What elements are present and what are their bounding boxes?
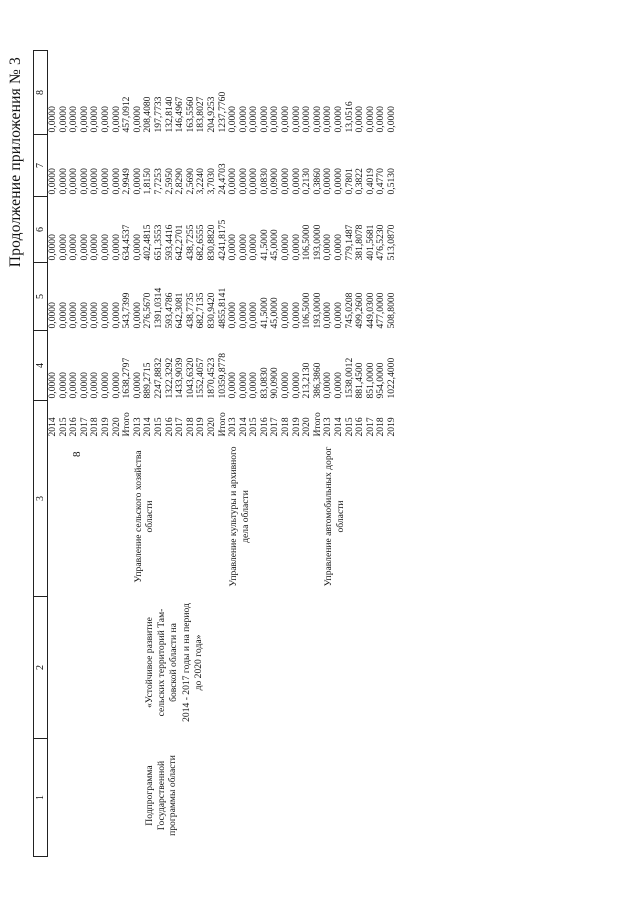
year-cell: 2014 <box>47 417 58 437</box>
year-cell: 2020 <box>110 417 122 437</box>
value-cell-v7: 0,4770 <box>375 168 387 195</box>
value-cell-v8: 0,0000 <box>280 106 292 133</box>
value-cell-v6: 0,0000 <box>290 234 302 261</box>
value-cell-v4: 1433,9039 <box>174 357 186 399</box>
executor-line: области <box>334 500 346 533</box>
year-cell: 2020 <box>301 417 313 437</box>
value-cell-v8: 13,0516 <box>343 101 355 133</box>
value-cell-v8: 0,0000 <box>237 106 249 133</box>
value-cell-v7: 7,7253 <box>152 168 164 195</box>
value-cell-v8: 146,4967 <box>174 96 186 133</box>
value-cell-v8: 0,0000 <box>322 106 334 133</box>
value-cell-v8: 1237,7760 <box>216 91 228 133</box>
value-cell-v4: 0,0000 <box>237 372 249 399</box>
value-cell-v6: 593,4416 <box>163 224 175 261</box>
value-cell-v7: 0,3822 <box>354 168 366 195</box>
value-cell-v5: 477,0000 <box>375 292 387 329</box>
value-cell-v8: 183,8027 <box>195 96 207 133</box>
year-cell: 2018 <box>89 417 101 437</box>
header-col-8: 8 <box>34 51 48 135</box>
value-cell-v5: 0,0000 <box>290 302 302 329</box>
value-cell-v8: 0,0000 <box>68 106 80 133</box>
value-cell-v6: 0,0000 <box>57 234 69 261</box>
value-cell-v7: 0,0000 <box>237 168 249 195</box>
value-cell-v7: 0,0900 <box>269 168 281 195</box>
value-cell-v7: 0,3860 <box>311 168 323 195</box>
year-cell: 2019 <box>99 417 111 437</box>
year-cell: 2017 <box>269 417 281 437</box>
value-cell-v8: 0,0000 <box>89 106 101 133</box>
year-cell: 2013 <box>322 417 334 437</box>
program-name-line: «Устойчивое развитие <box>144 617 155 708</box>
program-type-cell <box>48 739 398 857</box>
program-name-line: бовской области на <box>168 623 180 702</box>
value-cell-v8: 0,0000 <box>364 106 376 133</box>
value-cell-v5: 0,0000 <box>110 302 122 329</box>
executor-cell <box>323 437 397 597</box>
value-cell-v5: 499,2600 <box>354 292 366 329</box>
year-cell: 2018 <box>375 417 387 437</box>
year-cell: 2015 <box>152 417 164 437</box>
value-cell-v7: 0,0000 <box>110 168 122 195</box>
value-cell-v5: 0,0000 <box>131 302 143 329</box>
value-cell-v5: 682,7135 <box>195 292 207 329</box>
value-cell-v7: 0,0000 <box>89 168 101 195</box>
value-cell-v6: 651,3553 <box>152 224 164 261</box>
header-col-2: 2 <box>34 597 48 739</box>
value-cell-v7: 0,2130 <box>301 168 313 195</box>
value-cell-v4: 954,0000 <box>375 362 387 399</box>
value-cell-v4: 851,0000 <box>364 362 376 399</box>
year-cell: 2018 <box>280 417 292 437</box>
value-cell-v4: 1022,4000 <box>386 357 397 399</box>
value-cell-v4: 2247,8832 <box>152 357 164 399</box>
value-cell-v8: 0,0000 <box>131 106 143 133</box>
value-cell-v7: 0,4019 <box>364 168 376 195</box>
value-cell-v8: 0,0000 <box>99 106 111 133</box>
value-cell-v5: 0,0000 <box>248 302 260 329</box>
value-cell-v6: 438,7255 <box>184 224 196 261</box>
year-cell: 2019 <box>290 417 302 437</box>
value-cell-v6: 830,8820 <box>205 224 217 261</box>
value-cell-v7: 2,9949 <box>121 168 133 195</box>
year-cell: 2018 <box>184 417 196 437</box>
value-cell-v8: 0,0000 <box>47 106 58 133</box>
year-cell: 2016 <box>354 417 366 437</box>
value-cell-v8: 0,0000 <box>375 106 387 133</box>
year-cell: 2014 <box>333 417 345 437</box>
table-row <box>48 51 59 857</box>
value-cell-v5: 0,0000 <box>89 302 101 329</box>
value-cell-v5: 508,8000 <box>386 292 397 329</box>
executor-line: Управление культуры и архивного <box>228 446 240 587</box>
program-name-line: 2014 - 2017 годы и на период <box>180 603 192 722</box>
value-cell-v5: 438,7735 <box>184 292 196 329</box>
year-cell: Итого <box>121 412 133 437</box>
value-cell-v6: 0,0000 <box>78 234 90 261</box>
value-cell-v6: 642,2701 <box>174 224 186 261</box>
appendix-caption: Продолжение приложения № 3 <box>7 57 24 268</box>
value-cell-v5: 830,9420 <box>205 292 217 329</box>
value-cell-v8: 0,0000 <box>227 106 239 133</box>
value-cell-v4: 0,0000 <box>131 372 143 399</box>
program-name-cell <box>48 597 398 739</box>
value-cell-v5: 642,3081 <box>174 292 186 329</box>
year-cell: 2015 <box>343 417 355 437</box>
value-cell-v7: 2,5950 <box>163 168 175 195</box>
value-cell-v6: 476,5230 <box>375 224 387 261</box>
value-cell-v8: 204,9253 <box>205 96 217 133</box>
value-cell-v6: 0,0000 <box>227 234 239 261</box>
value-cell-v5: 45,0000 <box>269 297 281 329</box>
value-cell-v8: 0,0000 <box>301 106 313 133</box>
value-cell-v4: 1538,0012 <box>343 357 355 399</box>
header-col-4: 4 <box>34 331 48 401</box>
value-cell-v7: 2,8290 <box>174 168 186 195</box>
value-cell-v6: 0,0000 <box>131 234 143 261</box>
value-cell-v6: 402,4815 <box>142 224 154 261</box>
value-cell-v7: 1,8150 <box>142 168 154 195</box>
value-cell-v4: 0,0000 <box>47 372 58 399</box>
value-cell-v7: 0,0000 <box>227 168 239 195</box>
header-col-5: 5 <box>34 263 48 331</box>
value-cell-v7: 0,7801 <box>343 168 355 195</box>
value-cell-v5: 0,0000 <box>57 302 69 329</box>
executor-line: Управление автомобильных дорог <box>323 446 335 587</box>
value-cell-v7: 0,0000 <box>131 168 143 195</box>
value-cell-v5: 0,0000 <box>333 302 345 329</box>
executor-cell <box>48 437 133 597</box>
value-cell-v4: 0,0000 <box>78 372 90 399</box>
year-cell: 2014 <box>142 417 154 437</box>
value-cell-v8: 0,0000 <box>386 106 397 133</box>
value-cell-v7: 0,5130 <box>386 168 397 195</box>
value-cell-v6: 4241,8175 <box>216 219 228 261</box>
value-cell-v4: 0,0000 <box>280 372 292 399</box>
value-cell-v8: 132,8140 <box>163 96 175 133</box>
value-cell-v6: 0,0000 <box>322 234 334 261</box>
value-cell-v8: 0,0000 <box>311 106 323 133</box>
program-name-line: до 2020 года» <box>192 634 204 691</box>
value-cell-v5: 106,5000 <box>301 292 313 329</box>
value-cell-v7: 0,0000 <box>99 168 111 195</box>
value-cell-v7: 0,0000 <box>290 168 302 195</box>
header-col-7: 7 <box>34 135 48 197</box>
value-cell-v8: 163,5560 <box>184 96 196 133</box>
year-cell: Итого <box>216 412 228 437</box>
year-cell: Итого <box>311 412 323 437</box>
value-cell-v4: 1322,3292 <box>163 357 175 399</box>
value-cell-v8: 208,4080 <box>142 96 154 133</box>
program-name-line: сельских территорий Там- <box>156 608 168 717</box>
value-cell-v7: 0,0830 <box>258 168 270 195</box>
value-cell-v4: 881,4500 <box>354 362 366 399</box>
value-cell-v5: 0,0000 <box>237 302 249 329</box>
header-col-1: 1 <box>34 739 48 857</box>
year-cell: 2017 <box>78 417 90 437</box>
value-cell-v6: 0,0000 <box>280 234 292 261</box>
year-cell: 2016 <box>258 417 270 437</box>
value-cell-v7: 0,0000 <box>322 168 334 195</box>
year-cell: 2015 <box>248 417 260 437</box>
year-cell: 2014 <box>237 417 249 437</box>
value-cell-v6: 779,1487 <box>343 224 355 261</box>
value-cell-v6: 193,0000 <box>311 224 323 261</box>
value-cell-v4: 213,2130 <box>301 362 313 399</box>
value-cell-v4: 0,0000 <box>89 372 101 399</box>
year-cell: 2020 <box>205 417 217 437</box>
year-cell: 2013 <box>131 417 143 437</box>
program-type-line: Государственной <box>155 760 167 831</box>
value-cell-v7: 3,2240 <box>195 168 207 195</box>
value-cell-v4: 0,0000 <box>227 372 239 399</box>
value-cell-v8: 457,0912 <box>121 96 133 133</box>
value-cell-v7: 2,5690 <box>184 168 196 195</box>
value-cell-v7: 0,0000 <box>78 168 90 195</box>
program-type-line: Подпрограмма <box>144 765 155 826</box>
header-col-6: 6 <box>34 197 48 263</box>
value-cell-v8: 197,7733 <box>152 96 164 133</box>
executor-line: области <box>144 500 156 533</box>
value-cell-v4: 0,0000 <box>290 372 302 399</box>
value-cell-v8: 0,0000 <box>78 106 90 133</box>
value-cell-v6: 513,0870 <box>386 224 397 261</box>
year-cell: 2019 <box>386 417 397 437</box>
value-cell-v5: 745,0208 <box>343 292 355 329</box>
value-cell-v4: 0,0000 <box>333 372 345 399</box>
value-cell-v5: 41,5000 <box>258 297 270 329</box>
value-cell-v4: 889,2715 <box>142 362 154 399</box>
value-cell-v5: 276,5670 <box>142 292 154 329</box>
year-cell: 2017 <box>364 417 376 437</box>
value-cell-v6: 0,0000 <box>110 234 122 261</box>
value-cell-v5: 4855,8141 <box>216 287 228 329</box>
value-cell-v6: 0,0000 <box>333 234 345 261</box>
budget-table <box>33 50 398 857</box>
value-cell-v5: 449,0300 <box>364 292 376 329</box>
value-cell-v8: 0,0000 <box>258 106 270 133</box>
value-cell-v8: 0,0000 <box>269 106 281 133</box>
value-cell-v4: 10359,8778 <box>216 352 228 399</box>
value-cell-v8: 0,0000 <box>354 106 366 133</box>
value-cell-v5: 0,0000 <box>99 302 111 329</box>
value-cell-v7: 3,7030 <box>205 168 217 195</box>
year-cell: 2017 <box>174 417 186 437</box>
year-cell: 2015 <box>57 417 69 437</box>
value-cell-v6: 106,5000 <box>301 224 313 261</box>
executor-line: Управление сельского хозяйства <box>132 450 144 583</box>
table-body <box>48 51 398 857</box>
value-cell-v8: 0,0000 <box>57 106 69 133</box>
value-cell-v7: 0,0000 <box>47 168 58 195</box>
value-cell-v6: 41,5000 <box>258 229 270 261</box>
value-cell-v6: 401,5681 <box>364 224 376 261</box>
value-cell-v8: 0,0000 <box>110 106 122 133</box>
page-number: 8 <box>71 451 83 457</box>
value-cell-v4: 0,0000 <box>68 372 80 399</box>
value-cell-v4: 0,0000 <box>248 372 260 399</box>
year-cell: 2016 <box>68 417 80 437</box>
executor-cell <box>133 437 228 597</box>
value-cell-v5: 0,0000 <box>68 302 80 329</box>
value-cell-v5: 0,0000 <box>78 302 90 329</box>
value-cell-v8: 0,0000 <box>333 106 345 133</box>
value-cell-v4: 90,0900 <box>269 367 281 399</box>
value-cell-v8: 0,0000 <box>290 106 302 133</box>
value-cell-v7: 0,0000 <box>280 168 292 195</box>
executor-cell <box>228 437 323 597</box>
value-cell-v5: 593,4786 <box>163 292 175 329</box>
header-row <box>34 51 48 857</box>
value-cell-v6: 0,0000 <box>89 234 101 261</box>
year-cell: 2013 <box>227 417 239 437</box>
value-cell-v4: 1552,4057 <box>195 357 207 399</box>
value-cell-v4: 1043,6320 <box>184 357 196 399</box>
value-cell-v4: 0,0000 <box>322 372 334 399</box>
header-col-3: 3 <box>34 401 48 597</box>
value-cell-v5: 1391,0314 <box>152 287 164 329</box>
value-cell-v7: 0,0000 <box>57 168 69 195</box>
value-cell-v4: 0,0000 <box>99 372 111 399</box>
value-cell-v7: 24,4703 <box>216 163 228 195</box>
value-cell-v4: 386,3860 <box>311 362 323 399</box>
value-cell-v5: 0,0000 <box>280 302 292 329</box>
value-cell-v8: 0,0000 <box>248 106 260 133</box>
value-cell-v6: 0,0000 <box>237 234 249 261</box>
value-cell-v5: 543,7399 <box>121 292 133 329</box>
value-cell-v7: 0,0000 <box>333 168 345 195</box>
value-cell-v4: 0,0000 <box>57 372 69 399</box>
value-cell-v6: 0,0000 <box>99 234 111 261</box>
value-cell-v6: 0,0000 <box>248 234 260 261</box>
value-cell-v6: 45,0000 <box>269 229 281 261</box>
value-cell-v6: 381,8078 <box>354 224 366 261</box>
value-cell-v5: 0,0000 <box>322 302 334 329</box>
value-cell-v6: 0,0000 <box>68 234 80 261</box>
value-cell-v6: 682,6555 <box>195 224 207 261</box>
value-cell-v7: 0,0000 <box>68 168 80 195</box>
value-cell-v7: 0,0000 <box>248 168 260 195</box>
value-cell-v4: 1870,4523 <box>205 357 217 399</box>
year-cell: 2019 <box>195 417 207 437</box>
value-cell-v5: 0,0000 <box>227 302 239 329</box>
year-cell: 2016 <box>163 417 175 437</box>
value-cell-v4: 83,0830 <box>258 367 270 399</box>
value-cell-v6: 634,4537 <box>121 224 133 261</box>
value-cell-v5: 0,0000 <box>47 302 58 329</box>
value-cell-v4: 0,0000 <box>110 372 122 399</box>
program-type-line: программы области <box>167 755 178 836</box>
executor-line: дела области <box>239 490 251 543</box>
value-cell-v5: 193,0000 <box>311 292 323 329</box>
value-cell-v4: 1638,2797 <box>121 357 133 399</box>
value-cell-v6: 0,0000 <box>47 234 58 261</box>
